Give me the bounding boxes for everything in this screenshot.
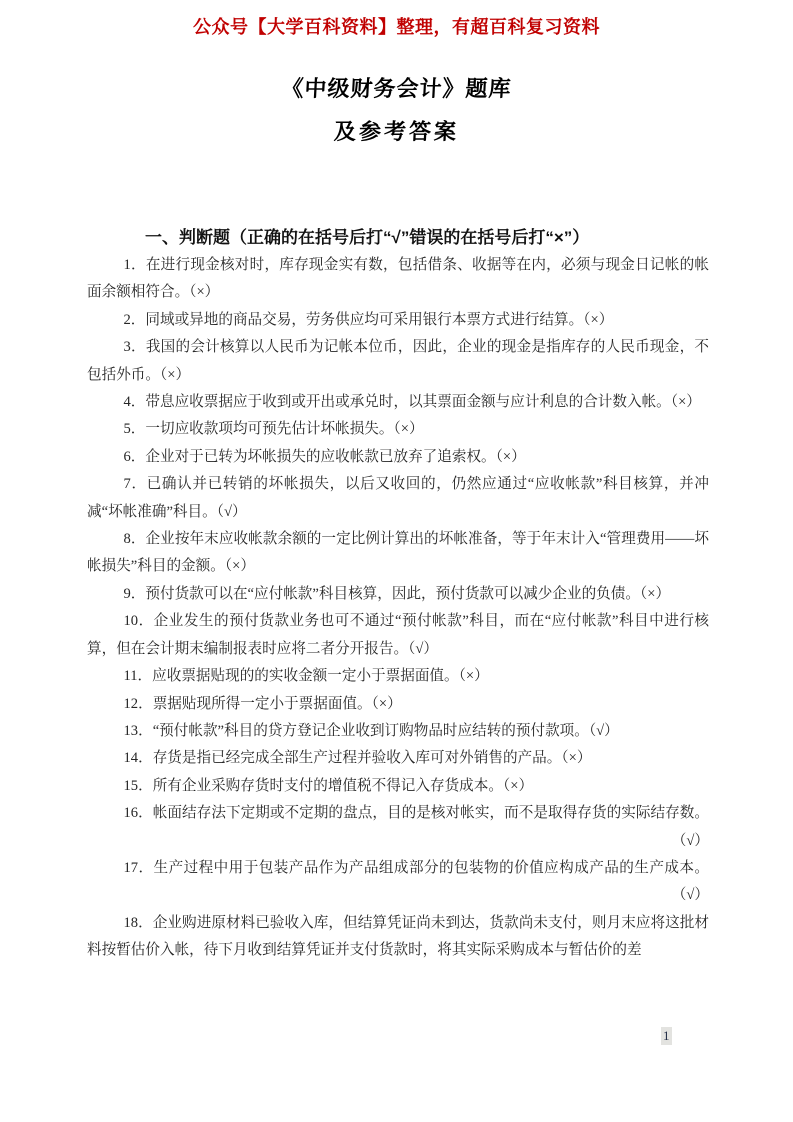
- section-heading: 一、判断题（正确的在括号后打“√”错误的在括号后打“×”）: [145, 228, 590, 247]
- question-list: [87, 252, 709, 965]
- question-item: 12．票据贴现所得一定小于票据面值。（×）: [123, 695, 402, 712]
- question-item: 13．“预付帐款”科目的贷方登记企业收到订购物品时应结转的预付款项。（√）: [123, 722, 619, 739]
- question-item: 16．帐面结存法下定期或不定期的盘点，目的是核对帐实，而不是取得存货的实际结存数。（√）: [123, 805, 709, 849]
- question-item: 14．存货是指已经完成全部生产过程并验收入库可对外销售的产品。（×）: [123, 750, 592, 767]
- question-item: 9．预付货款可以在“应付帐款”科目核算，因此，预付货款可以减少企业的负债。（×）: [123, 585, 671, 602]
- doc-title-line2: 及参考答案: [333, 119, 460, 144]
- question-item: 2．同域或异地的商品交易，劳务供应均可采用银行本票方式进行结算。（×）: [123, 311, 614, 328]
- question-item: 8．企业按年末应收帐款余额的一定比例计算出的坏帐准备，等于年末计入“管理费用——坏帐损失”科目的金额。（×）: [87, 531, 709, 575]
- page-number: 1: [663, 1028, 670, 1043]
- question-item: 6．企业对于已转为坏帐损失的应收帐款已放弃了追索权。（×）: [123, 448, 526, 465]
- question-item: 3．我国的会计核算以人民币为记帐本位币，因此，企业的现金是指库存的人民币现金，不包括外币。（×）: [87, 339, 709, 383]
- question-item: 4．带息应收票据应于收到或开出或承兑时，以其票面金额与应计利息的合计数入帐。（×）: [123, 394, 701, 411]
- question-item: 17．生产过程中用于包装产品作为产品组成部分的包装物的价值应构成产品的生产成本。（√）: [123, 859, 709, 904]
- header-notice: 公众号【大学百科资料】整理，有超百科复习资料: [193, 17, 600, 37]
- question-item: 18．企业购进原材料已验收入库，但结算凭证尚未到达，货款尚未支付，则月末应将这批材料按暂估价入帐，待下月收到结算凭证并支付货款时，将其实际采购成本与暂估价的差: [87, 914, 709, 959]
- doc-title-line1: 《中级财务会计》题库: [280, 76, 513, 101]
- question-item: 15．所有企业采购存货时支付的增值税不得记入存货成本。（×）: [123, 777, 534, 794]
- doc-title: [0, 74, 793, 147]
- question-item: 10．企业发生的预付货款业务也可不通过“预付帐款”科目，而在“应付帐款”科目中进行核算，但在会计期末编制报表时应将二者分开报告。（√）: [87, 613, 709, 657]
- question-item: 1．在进行现金核对时，库存现金实有数，包括借条、收据等在内，必须与现金日记帐的帐面余额相符合。（×）: [87, 257, 709, 301]
- question-item: 11．应收票据贴现的的实收金额一定小于票据面值。（×）: [123, 668, 489, 685]
- question-item: 7．已确认并已转销的坏帐损失，以后又收回的，仍然应通过“应收帐款”科目核算，并冲减“坏帐准确”科目。（√）: [87, 476, 709, 520]
- question-item: 5．一切应收款项均可预先估计坏帐损失。（×）: [123, 421, 424, 438]
